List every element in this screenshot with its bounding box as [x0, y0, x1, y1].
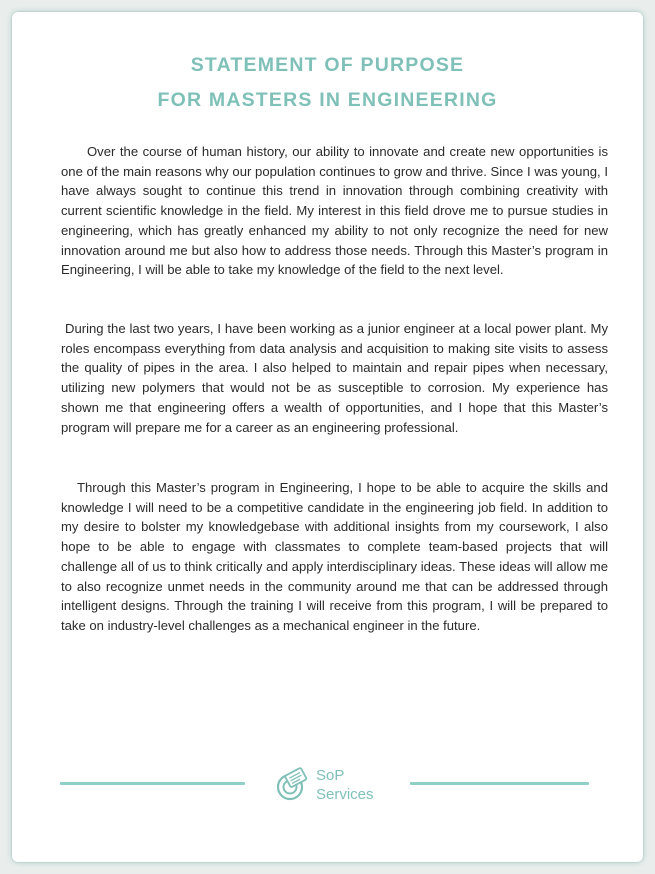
- paragraph-2: During the last two years, I have been working as a junior engineer at a local power plant. My roles encompass everything from data analysis and acquisition to making site visits to assess the quality of pipes in the area. I also helped to maintain and repair pipes when necessary, utilizing new polymers that would not be as susceptible to corrosion. My experience has shown me that engineering offers a wealth of opportunities, and I hope that this Master’s program will prepare me for a career as an engineering professional.: [61, 321, 608, 435]
- sop-services-logo: [274, 764, 384, 808]
- scroll-seal-icon: [274, 766, 310, 802]
- footer-divider-left: [60, 782, 245, 785]
- document-subtitle: FOR MASTERS IN ENGINEERING: [157, 89, 498, 111]
- logo-text-line2: Services: [316, 786, 374, 803]
- logo-text-line1: SoP: [316, 767, 345, 784]
- document-title: STATEMENT OF PURPOSE: [190, 54, 465, 76]
- paragraph-3: Through this Master’s program in Engineering, I hope to be able to acquire the skills and knowledge I will need to be a competitive candidate in the engineering job field. In addition to my desire to bolster my knowledgebase with additional insights from my coursework, I also hope to be able to engage with classmates to complete team-based projects that will challenge all of us to think critically and apply interdisciplinary ideas. These ideas will allow me to also recognize unmet needs in the community around me that can be addressed through intelligent designs. Through the training I will receive from this program, I will be prepared to take on industry-level challenges as a mechanical engineer in the future.: [61, 480, 608, 633]
- paragraph-1: Over the course of human history, our ability to innovate and create new opportunities is one of the main reasons why our population continues to grow and thrive. Since I was young, I have always sought to continue this trend in innovation through combining creativity with current scientific knowledge in the field. My interest in this field drove me to pursue studies in engineering, which has greatly enhanced my ability to not only recognize the need for new innovation around me but also how to address those needs. Through this Master’s program in Engineering, I will be able to take my knowledge of the field to the next level.: [61, 144, 608, 278]
- document-page: [12, 12, 643, 862]
- footer-divider-right: [410, 782, 589, 785]
